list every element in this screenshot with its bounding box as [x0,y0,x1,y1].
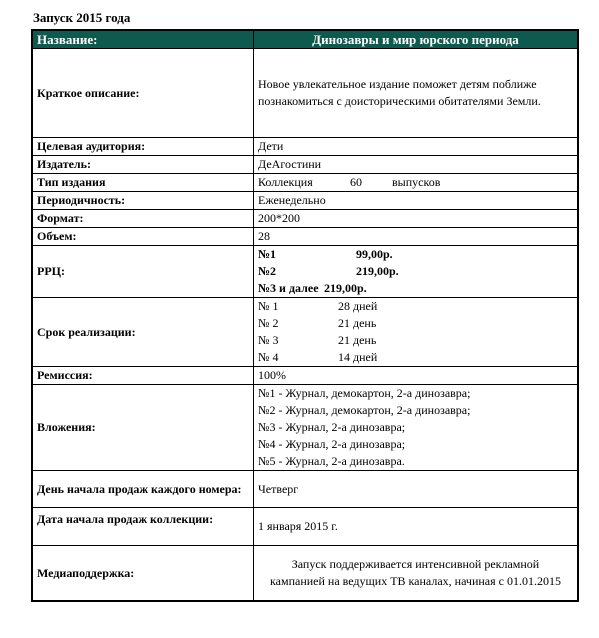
format-label: Формат: [32,210,254,228]
type-count: 60 [350,175,362,189]
insert-item: №5 - Журнал, 2-а динозавра. [258,454,405,468]
row-term [32,298,578,367]
term-days: 21 день [338,333,377,347]
term-line [258,298,573,315]
start-date-label: Дата начала продаж коллекции: [32,508,254,546]
description-value: Новое увлекательное издание поможет детям поближе познакомиться с доисторическими обитателями Земли. [254,49,579,138]
row-publisher [32,156,578,174]
periodicity-label: Периодичность: [32,192,254,210]
rrp-label: РРЦ: [32,246,254,298]
sale-day-value: Четверг [254,471,579,508]
row-inserts [32,385,578,471]
row-audience [32,138,578,156]
rrp-value [254,246,579,298]
row-rrp [32,246,578,298]
volume-value: 28 [254,228,579,246]
inserts-label: Вложения: [32,385,254,471]
name-value: Динозавры и мир юрского периода [254,30,579,49]
sale-day-label: День начала продаж каждого номера: [32,471,254,508]
rrp-issue: №1 [258,247,277,261]
row-description [32,49,578,138]
term-label: Срок реализации: [32,298,254,367]
type-kind: Коллекция [258,175,313,189]
insert-item: №3 - Журнал, 2-а динозавра; [258,420,406,434]
name-label: Название: [32,30,254,49]
remission-value: 100% [254,367,579,385]
term-line [258,349,573,366]
rrp-price: 219,00р. [324,281,367,295]
term-issue: № 3 [258,333,279,347]
row-format [32,210,578,228]
insert-item: №2 - Журнал, демокартон, 2-а динозавра; [258,403,471,417]
publisher-label: Издатель: [32,156,254,174]
row-periodicity [32,192,578,210]
type-value [254,174,579,192]
row-media [32,546,578,602]
rrp-line [258,280,573,297]
insert-item: №1 - Журнал, демокартон, 2-а динозавра; [258,386,471,400]
rrp-issue: №2 [258,264,277,278]
term-issue: № 1 [258,299,279,313]
term-days: 21 день [338,316,377,330]
term-issue: № 4 [258,350,279,364]
launch-info-table [31,29,579,602]
audience-value: Дети [254,138,579,156]
media-label: Медиаподдержка: [32,546,254,602]
term-issue: № 2 [258,316,279,330]
term-value [254,298,579,367]
row-remission [32,367,578,385]
audience-label: Целевая аудитория: [32,138,254,156]
media-value: Запуск поддерживается интенсивной рекламной кампанией на ведущих ТВ каналах, начиная с 01.01.2015 [254,546,579,602]
row-type [32,174,578,192]
description-label: Краткое описание: [32,49,254,138]
rrp-line [258,263,573,280]
rrp-issue: №3 и далее [258,281,319,295]
row-sale-day [32,471,578,508]
term-days: 14 дней [338,350,378,364]
start-date-value: 1 января 2015 г. [254,508,579,546]
type-label: Тип издания [32,174,254,192]
inserts-value [254,385,579,471]
rrp-price: 219,00р. [356,264,399,278]
term-line [258,332,573,349]
rrp-line [258,246,573,263]
format-value: 200*200 [254,210,579,228]
row-volume [32,228,578,246]
publisher-value: ДеАгостини [254,156,579,174]
volume-label: Объем: [32,228,254,246]
periodicity-value: Еженедельно [254,192,579,210]
row-start-date [32,508,578,546]
remission-label: Ремиссия: [32,367,254,385]
rrp-price: 99,00р. [356,247,393,261]
type-unit: выпусков [392,175,441,189]
term-days: 28 дней [338,299,378,313]
term-line [258,315,573,332]
header-row [32,30,578,49]
document-title: Запуск 2015 года [33,10,131,25]
insert-item: №4 - Журнал, 2-а динозавра; [258,437,406,451]
